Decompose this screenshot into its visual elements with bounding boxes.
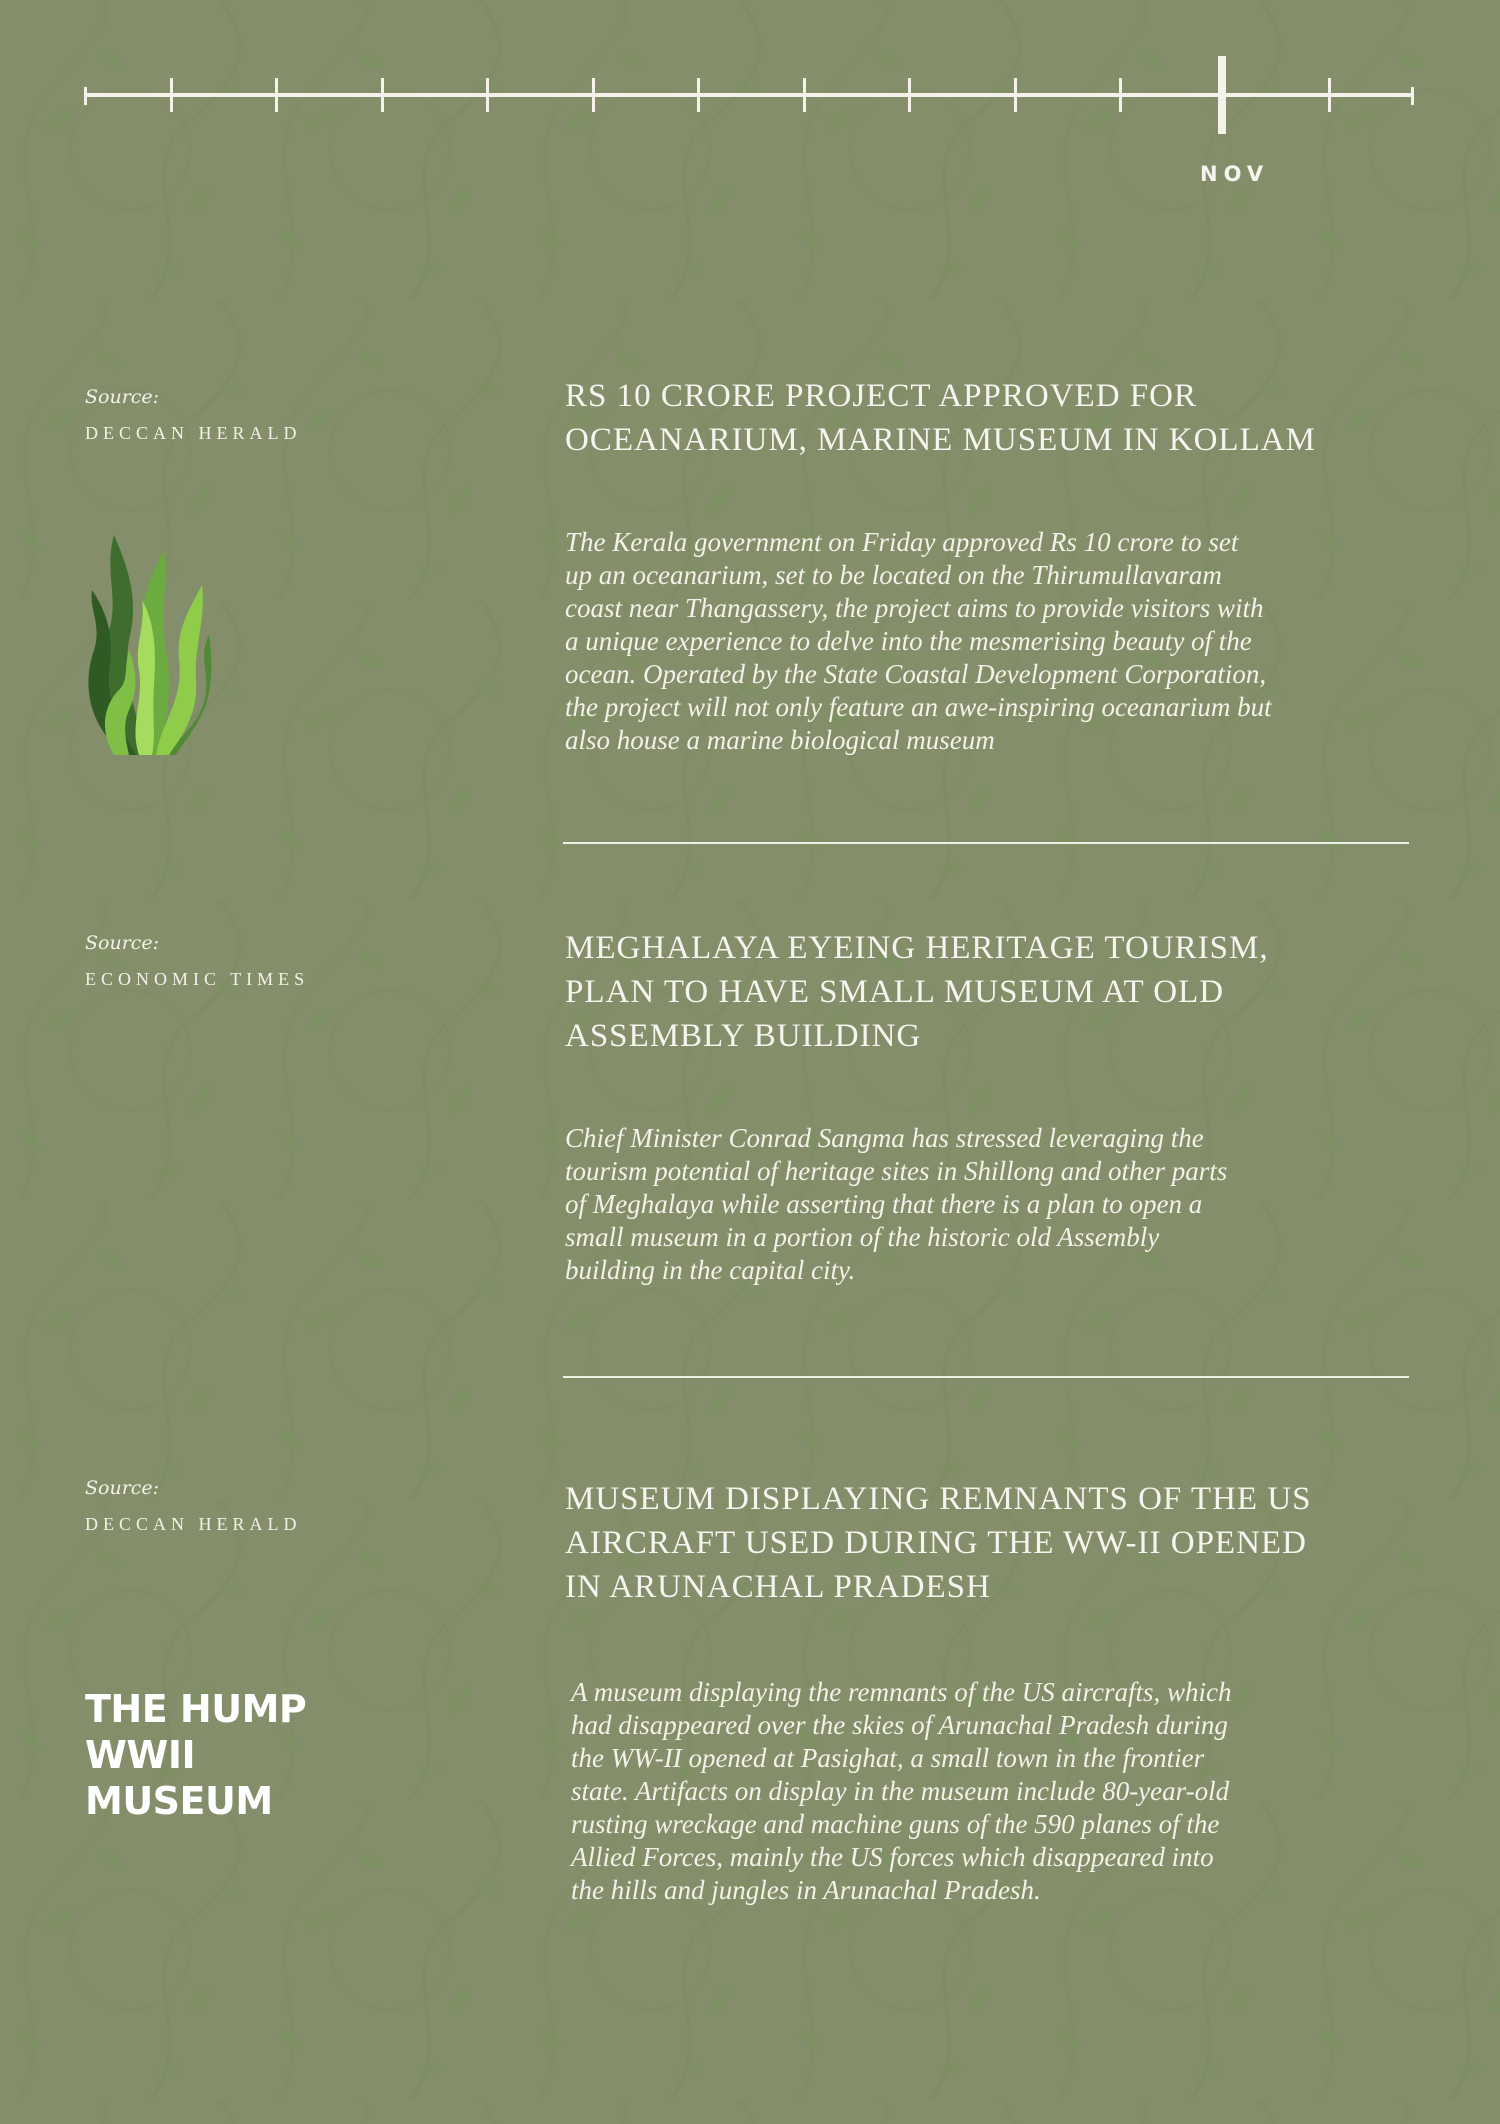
timeline-tick (1328, 78, 1331, 112)
timeline-tick (592, 78, 595, 112)
article-divider (563, 1376, 1409, 1378)
hump-title-line: THE HUMP (85, 1687, 307, 1731)
article-1-body (565, 526, 1355, 757)
timeline-tick (1014, 78, 1017, 112)
body-line: a unique experience to delve into the mesmerising beauty of the (565, 626, 1252, 656)
body-line: building in the capital city. (565, 1255, 856, 1285)
timeline-tick (486, 78, 489, 112)
timeline-tick (84, 87, 87, 105)
body-line: of Meghalaya while asserting that there is a plan to open a (565, 1189, 1203, 1219)
headline-line: PLAN TO HAVE SMALL MUSEUM AT OLD (565, 974, 1225, 1010)
headline-line: OCEANARIUM, MARINE MUSEUM IN KOLLAM (565, 422, 1316, 458)
article-2-body (565, 1122, 1355, 1287)
article-1-source-label: Source: (85, 386, 160, 408)
timeline-tick (697, 78, 700, 112)
timeline-line (84, 93, 1414, 97)
body-line: coast near Thangassery, the project aims to provide visitors with (565, 593, 1264, 623)
body-line: A museum displaying the remnants of the US aircrafts, which (571, 1677, 1232, 1707)
article-2-headline (565, 926, 1365, 1058)
headline-line: MEGHALAYA EYEING HERITAGE TOURISM, (565, 930, 1269, 966)
headline-line: MUSEUM DISPLAYING REMNANTS OF THE US (565, 1481, 1312, 1517)
headline-line: ASSEMBLY BUILDING (565, 1018, 922, 1054)
article-3-source-name: DECCAN HERALD (85, 1514, 302, 1534)
timeline-tick (381, 78, 384, 112)
article-1-headline (565, 374, 1365, 462)
timeline-tick (1411, 87, 1414, 105)
article-3-body (571, 1676, 1361, 1907)
body-line: The Kerala government on Friday approved Rs 10 crore to set (565, 527, 1239, 557)
timeline (84, 50, 1414, 140)
timeline-tick (275, 78, 278, 112)
hump-title-line: MUSEUM (85, 1779, 273, 1823)
timeline-tick (1119, 78, 1122, 112)
body-line: the hills and jungles in Arunachal Pradesh. (571, 1875, 1041, 1905)
headline-line: IN ARUNACHAL PRADESH (565, 1569, 991, 1605)
article-3-headline (565, 1477, 1365, 1609)
body-line: rusting wreckage and machine guns of the 590 planes of the (571, 1809, 1220, 1839)
body-line: small museum in a portion of the historic old Assembly (565, 1222, 1160, 1252)
headline-line: AIRCRAFT USED DURING THE WW-II OPENED (565, 1525, 1307, 1561)
article-divider (563, 842, 1409, 844)
body-line: had disappeared over the skies of Arunachal Pradesh during (571, 1710, 1228, 1740)
body-line: tourism potential of heritage sites in Shillong and other parts (565, 1156, 1228, 1186)
article-2-source-name: ECONOMIC TIMES (85, 969, 310, 989)
article-1-source-name: DECCAN HERALD (85, 423, 302, 443)
body-line: Allied Forces, mainly the US forces which disappeared into (571, 1842, 1214, 1872)
timeline-marker-icon (1218, 56, 1226, 134)
hump-museum-title (85, 1686, 385, 1824)
body-line: the WW-II opened at Pasighat, a small town in the frontier (571, 1743, 1205, 1773)
body-line: also house a marine biological museum (565, 725, 995, 755)
body-line: state. Artifacts on display in the museum include 80-year-old (571, 1776, 1230, 1806)
seaweed-icon (84, 530, 214, 755)
timeline-tick (908, 78, 911, 112)
body-line: ocean. Operated by the State Coastal Development Corporation, (565, 659, 1267, 689)
timeline-month-label: NOV (1200, 162, 1270, 186)
headline-line: RS 10 CRORE PROJECT APPROVED FOR (565, 378, 1197, 414)
timeline-tick (803, 78, 806, 112)
body-line: up an oceanarium, set to be located on the Thirumullavaram (565, 560, 1222, 590)
body-line: Chief Minister Conrad Sangma has stressed leveraging the (565, 1123, 1204, 1153)
timeline-tick (170, 78, 173, 112)
article-3-source-label: Source: (85, 1477, 160, 1499)
hump-title-line: WWII (85, 1733, 196, 1777)
body-line: the project will not only feature an awe-inspiring oceanarium but (565, 692, 1272, 722)
article-2-source-label: Source: (85, 932, 160, 954)
